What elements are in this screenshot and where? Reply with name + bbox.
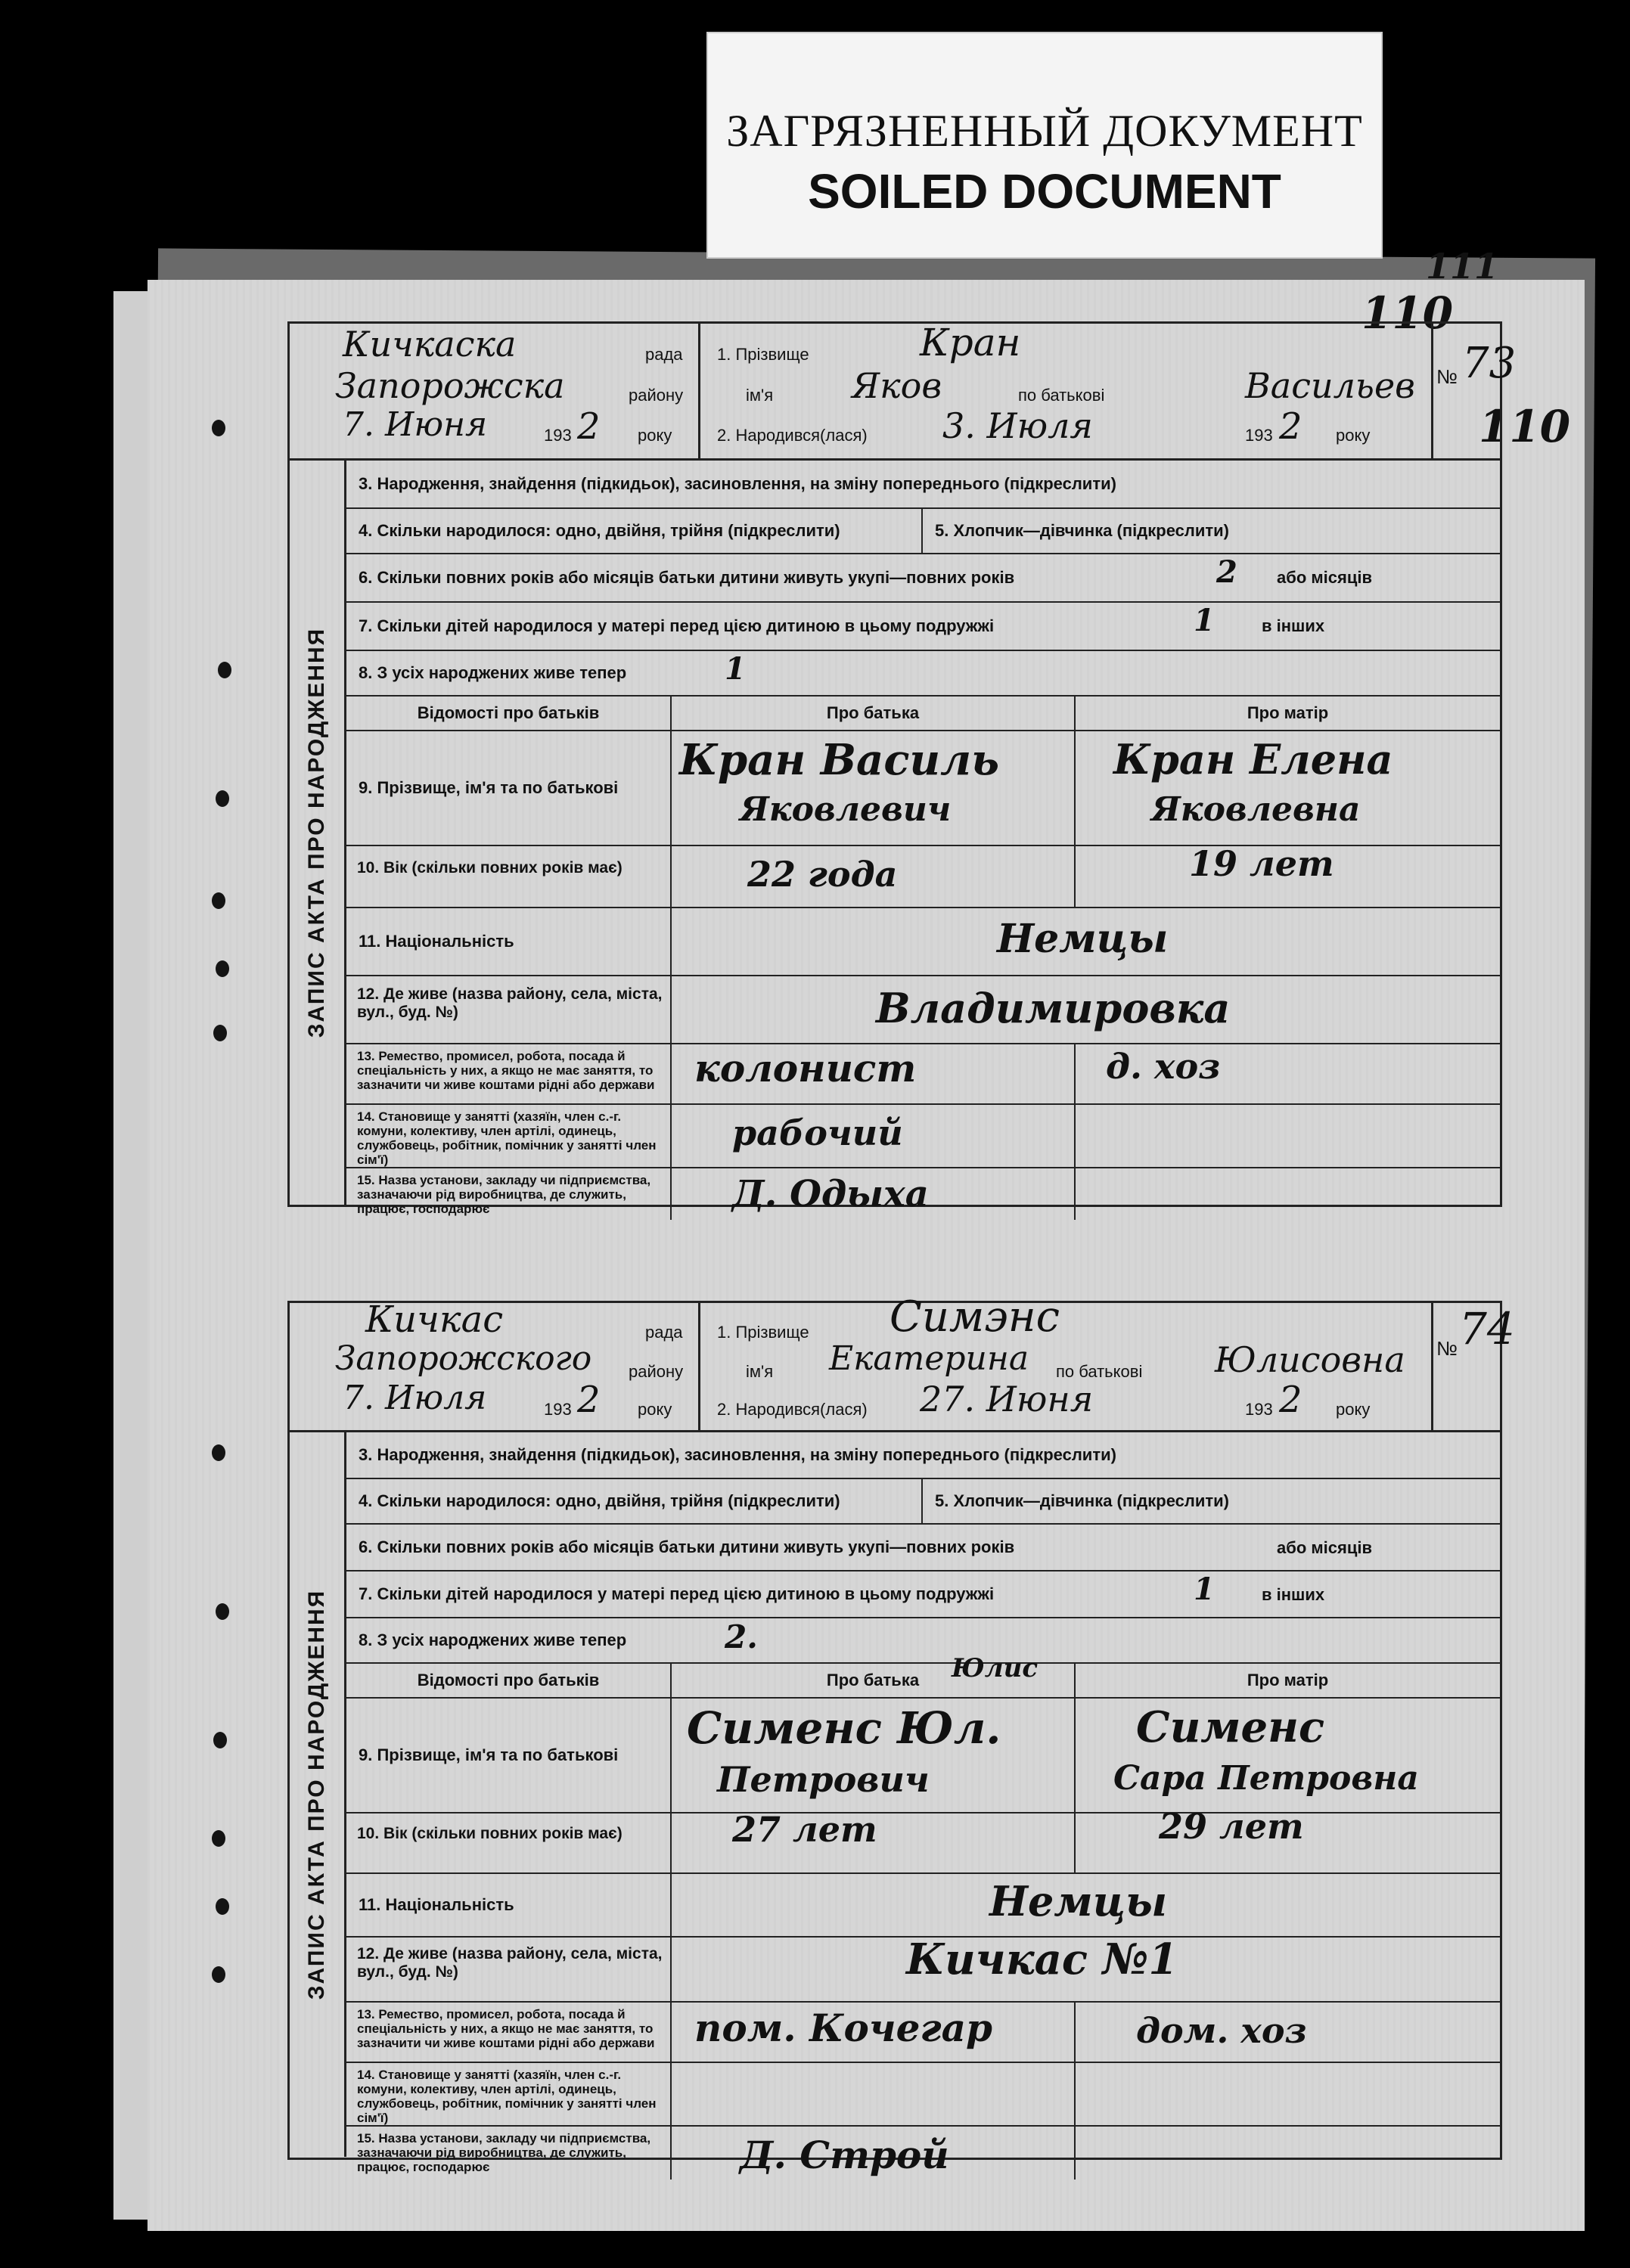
date-value: 7. Июня [343, 405, 488, 444]
nationality: Немцы [989, 1877, 1168, 1925]
patronymic-label: по батькові [1056, 1362, 1143, 1381]
record-rows [346, 1432, 1500, 2177]
row-10-label: 10. Вік (скільки повних років має) [357, 1825, 623, 1842]
row-8 [346, 651, 1500, 697]
header-location [290, 1298, 700, 1430]
row-8-value: 1 [725, 651, 746, 687]
patronymic-value: Васильев [1245, 365, 1415, 406]
row-7-text: 7. Скільки дітей народилося у матері перед цією дитиною в цьому подружжі [359, 616, 995, 635]
row-15 [346, 1168, 1500, 1220]
row-12-label: 12. Де живе (назва району, села, міста, вул., буд. №) [357, 985, 663, 1021]
row-4-5 [346, 1479, 1500, 1525]
row-14 [346, 1105, 1500, 1168]
parents-info-header: Відомості про батьків [417, 703, 600, 722]
born-year-value: 2 [1279, 1379, 1302, 1421]
row-6-text: 6. Скільки повних років або місяців батьки дитини живуть укупі—повних років [359, 1537, 1015, 1556]
binder-hole [213, 1732, 227, 1748]
row-15 [346, 2127, 1500, 2180]
row-6b-text: або місяців [1277, 568, 1372, 587]
father-name-extra: Юлис [952, 1653, 1039, 1683]
row-10 [346, 843, 1500, 908]
binder-hole [212, 1444, 225, 1461]
born-roku-label: року [1336, 1400, 1371, 1419]
row-7-text: 7. Скільки дітей народилося у матері перед цією дитиною в цьому подружжі [359, 1584, 995, 1603]
born-label: 2. Народився(лася) [717, 1400, 868, 1419]
row-13 [346, 2003, 1500, 2063]
parents-header [346, 1653, 1500, 1699]
row-4-text: 4. Скільки народилося: одно, двійня, трійня (підкреслити) [359, 521, 840, 540]
row-6b-text: або місяців [1277, 1538, 1372, 1557]
banner-russian: ЗАГРЯЗНЕННЫЙ ДОКУМЕНТ [726, 106, 1363, 156]
row-15-label: 15. Назва установи, закладу чи підприємства, зазначаючи рід виробництва, де служить, працює, господарює [357, 1173, 651, 1216]
row-11 [346, 1874, 1500, 1938]
row-5-text: 5. Хлопчик—дівчинка (підкреслити) [935, 521, 1230, 540]
banner-english: SOILED DOCUMENT [808, 164, 1281, 219]
record-number [1433, 324, 1517, 458]
birth-record-1 [287, 321, 1517, 1216]
mother-header: Про матір [1247, 1671, 1329, 1689]
row-6-value: 2 [1216, 554, 1237, 590]
nationality: Немцы [997, 916, 1169, 962]
number-value: 73 [1462, 339, 1517, 388]
mother-patronymic: Яковлевна [1151, 790, 1361, 829]
record-rows [346, 461, 1500, 1216]
rayon-value: Запорожска [335, 365, 565, 406]
rayon-label: району [629, 1362, 684, 1381]
surname-value: Симэнс [890, 1292, 1060, 1342]
page-number-side: 110 [1479, 401, 1571, 452]
row-3 [346, 1432, 1500, 1479]
row-14-label: 14. Становище у занятті (хазяїн, член с.-г. комуни, колективу, член артілі, одинець, службовець, робітник, помічник у занятті член сім'ї) [357, 1109, 657, 1167]
rayon-label: району [629, 386, 684, 405]
born-label: 2. Народився(лася) [717, 426, 868, 445]
born-value: 3. Июля [942, 405, 1093, 446]
year-value: 2 [577, 1379, 601, 1421]
row-3 [346, 461, 1500, 509]
row-11 [346, 908, 1500, 976]
binder-hole [212, 1830, 225, 1847]
row-4-5 [346, 509, 1500, 554]
row-6 [346, 1525, 1500, 1571]
record-header [290, 1292, 1515, 1432]
vertical-title-text: ЗАПИС АКТА ПРО НАРОДЖЕННЯ [304, 627, 329, 1038]
row-12 [346, 1934, 1500, 2003]
father-age: 22 года [747, 854, 898, 895]
name-value: Екатерина [829, 1339, 1029, 1378]
page-number-top: 111 [1426, 246, 1499, 287]
father-header: Про батька [826, 703, 920, 722]
row-8-text: 8. З усіх народжених живе тепер [359, 663, 627, 682]
father-institution: Д. Одыха [732, 1173, 929, 1215]
vertical-title [290, 461, 346, 1205]
row-10 [346, 1806, 1500, 1874]
birth-record-2 [287, 1292, 1515, 2177]
row-9 [346, 731, 1500, 846]
born-roku-label: року [1336, 426, 1371, 445]
row-10-label: 10. Вік (скільки повних років має) [357, 859, 623, 876]
born-year-prefix: 193 [1245, 426, 1273, 445]
row-14-label: 14. Становище у занятті (хазяїн, член с.-г. комуни, колективу, член артілі, одинець, службовець, робітник, помічник у занятті член сім'ї) [357, 2068, 657, 2125]
row-5-text: 5. Хлопчик—дівчинка (підкреслити) [935, 1491, 1230, 1510]
row-9-label: 9. Прізвище, ім'я та по батькові [359, 778, 619, 797]
mother-name: Сименс [1136, 1702, 1325, 1752]
record-body [290, 461, 1500, 1216]
row-8 [346, 1618, 1500, 1664]
row-11-label: 11. Національність [359, 932, 514, 951]
row-7-value: 1 [1194, 1571, 1215, 1607]
record-header [290, 321, 1517, 461]
born-year-prefix: 193 [1245, 1400, 1273, 1419]
patronymic-label: по батькові [1018, 386, 1105, 405]
row-11-label: 11. Національність [359, 1895, 514, 1914]
row-14 [346, 2063, 1500, 2127]
surname-label: 1. Прізвище [717, 345, 809, 364]
father-age: 27 лет [732, 1809, 877, 1850]
year-prefix: 193 [544, 1400, 572, 1419]
row-12-label: 12. Де живе (назва району, села, міста, вул., буд. №) [357, 1945, 663, 1981]
row-9-label: 9. Прізвище, ім'я та по батькові [359, 1745, 619, 1764]
mother-occupation: д. хоз [1106, 1046, 1221, 1087]
mother-age: 29 лет [1159, 1806, 1304, 1847]
row-7-value: 1 [1194, 603, 1215, 638]
year-prefix: 193 [544, 426, 572, 445]
parents-header [346, 697, 1500, 731]
row-6-text: 6. Скільки повних років або місяців батьки дитини живуть укупі—повних років [359, 568, 1015, 587]
father-name: Сименс Юл. [687, 1702, 1001, 1754]
mother-occupation: дом. хоз [1136, 2010, 1307, 2051]
row-8-value: 2. [725, 1618, 758, 1655]
surname-label: 1. Прізвище [717, 1323, 809, 1342]
patronymic-value: Юлисовна [1215, 1339, 1405, 1380]
father-position: рабочий [732, 1112, 903, 1153]
number-sign: № [1436, 365, 1458, 388]
father-name: Кран Василь [679, 735, 1000, 785]
binder-hole [216, 790, 229, 807]
row-12 [346, 976, 1500, 1044]
number-sign: № [1436, 1337, 1458, 1360]
number-value: 74 [1459, 1303, 1515, 1354]
date-value: 7. Июля [343, 1379, 487, 1417]
header-location [290, 324, 700, 458]
mother-header: Про матір [1247, 703, 1329, 722]
record-body [290, 1432, 1500, 2177]
born-value: 27. Июня [920, 1379, 1094, 1419]
row-15-label: 15. Назва установи, закладу чи підприємства, зазначаючи рід виробництва, де служить, працює, господарює [357, 2131, 651, 2174]
year-value: 2 [577, 405, 601, 448]
binder-hole [212, 892, 225, 909]
residence: Кичкас №1 [906, 1934, 1178, 1984]
father-header: Про батька [826, 1671, 920, 1689]
soiled-document-banner [706, 32, 1383, 259]
row-3-text: 3. Народження, знайдення (підкидьок), засиновлення, на зміну попереднього (підкреслити) [359, 474, 1116, 493]
father-patronymic: Петрович [717, 1759, 930, 1800]
rayon-value: Запорожского [335, 1339, 592, 1378]
father-patronymic: Яковлевич [740, 790, 952, 829]
name-value: Яков [852, 365, 942, 406]
binder-hole [216, 1898, 229, 1915]
row-7 [346, 1571, 1500, 1618]
binder-hole [213, 1025, 227, 1041]
row-4-text: 4. Скільки народилося: одно, двійня, трійня (підкреслити) [359, 1491, 840, 1510]
binder-hole [212, 1966, 225, 1983]
row-13-label: 13. Ремество, промисел, робота, посада й спеціальність у них, а якщо не має заняття, то зазначити чи живе коштами рідні або держави [357, 1049, 655, 1092]
binder-hole [216, 960, 229, 977]
record-number [1433, 1303, 1515, 1430]
father-institution: Д. Строй [740, 2133, 949, 2177]
row-7b-text: в інших [1262, 1585, 1325, 1604]
row-6 [346, 554, 1500, 603]
father-occupation: пом. Кочегар [694, 2006, 992, 2050]
rada-value: Кичкаска [343, 324, 517, 365]
row-7b-text: в інших [1262, 616, 1325, 635]
vertical-title-text: ЗАПИС АКТА ПРО НАРОДЖЕННЯ [304, 1589, 329, 2000]
binder-hole [212, 420, 225, 436]
surname-value: Кран [920, 321, 1021, 365]
rada-value: Кичкас [365, 1298, 504, 1341]
rada-label: рада [645, 1323, 683, 1342]
header-child [700, 321, 1433, 458]
header-child [700, 1292, 1433, 1430]
rada-label: рада [645, 345, 683, 364]
name-label: ім'я [746, 1362, 774, 1381]
binder-hole [216, 1603, 229, 1620]
row-13-label: 13. Ремество, промисел, робота, посада й спеціальність у них, а якщо не має заняття, то зазначити чи живе коштами рідні або держави [357, 2007, 655, 2050]
vertical-title [290, 1432, 346, 2157]
father-occupation: колонист [694, 1046, 917, 1091]
born-year-value: 2 [1279, 405, 1302, 448]
row-8-text: 8. З усіх народжених живе тепер [359, 1630, 627, 1649]
row-7 [346, 603, 1500, 651]
row-13 [346, 1044, 1500, 1105]
mother-age: 19 лет [1189, 843, 1334, 884]
mother-name: Кран Елена [1113, 735, 1393, 783]
roku-label: року [638, 426, 672, 445]
page-number-crossed: 110 [1361, 287, 1454, 339]
parents-info-header: Відомості про батьків [417, 1671, 600, 1689]
name-label: ім'я [746, 386, 774, 405]
mother-patronymic: Сара Петровна [1113, 1759, 1419, 1798]
row-3-text: 3. Народження, знайдення (підкидьок), засиновлення, на зміну попереднього (підкреслити) [359, 1445, 1116, 1464]
row-9 [346, 1699, 1500, 1813]
residence: Владимировка [876, 984, 1231, 1032]
roku-label: року [638, 1400, 672, 1419]
binder-hole [218, 662, 231, 678]
